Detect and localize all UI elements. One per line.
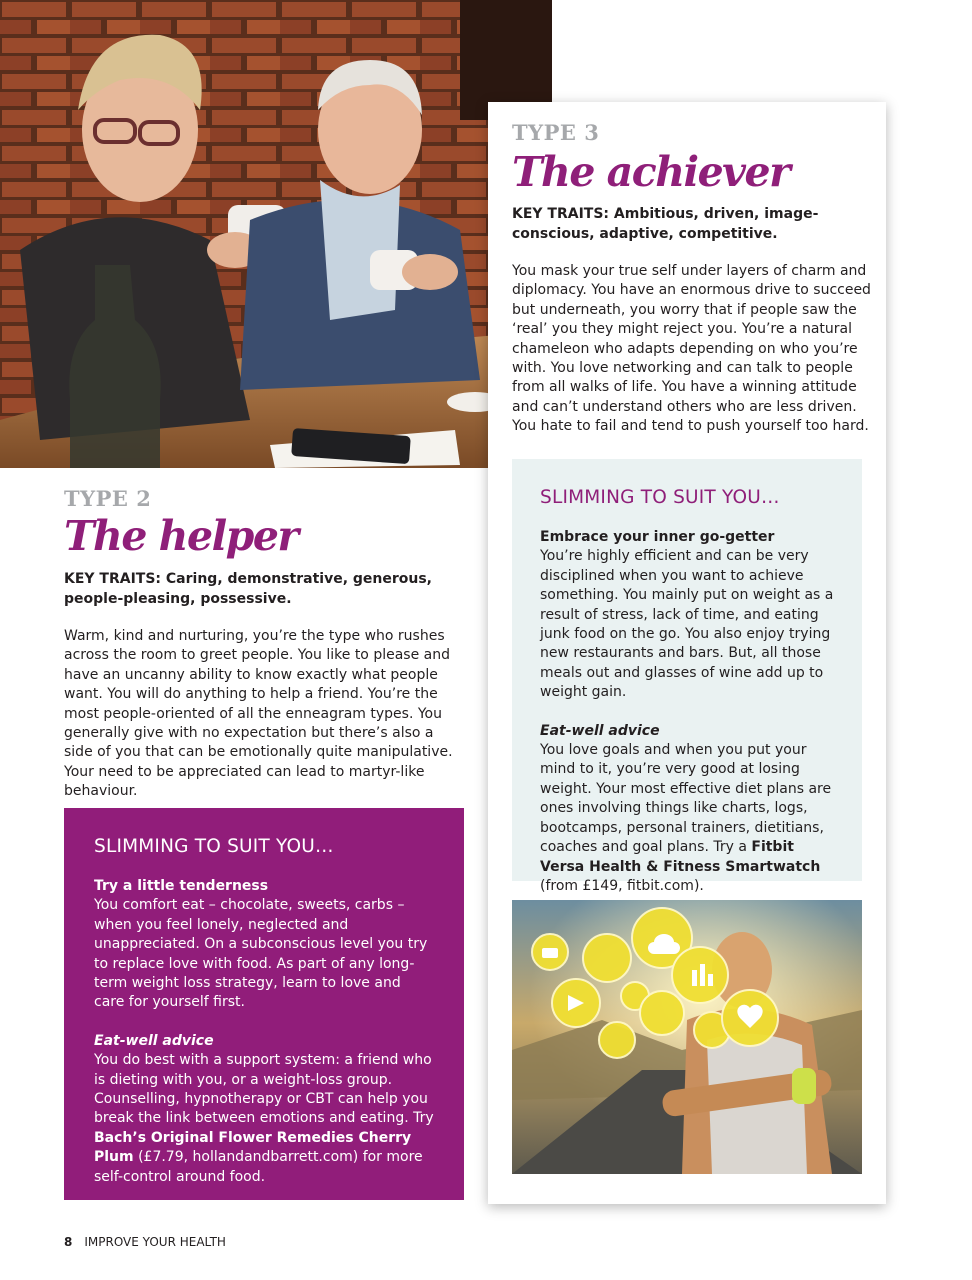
type3-slimming-heading: SLIMMING TO SUIT YOU… xyxy=(540,487,780,508)
type2-body: Warm, kind and nurturing, you’re the type who rushes across the room to greet people. You like to please and have an uncanny ability to know exactly what people want. You will do anything to help a friend. You’re the most people-oriented of all the enneagram types. You generally give with no expectation but there’s also a side of you that can be emotionally quite manipulative. Your need to be appreciated can lead to martyr-like behaviour. xyxy=(64,628,453,800)
type2-eat-well-heading: Eat-well advice xyxy=(94,1032,214,1049)
type2-key-traits: KEY TRAITS: Caring, demonstrative, generous, people-pleasing, possessive. xyxy=(64,571,432,607)
type2-title: The helper xyxy=(64,512,298,560)
type2-product-name: Bach’s Original Flower Remedies Cherry Plum xyxy=(94,1129,412,1166)
type2-slimming-heading: SLIMMING TO SUIT YOU… xyxy=(94,836,334,857)
type2-tip-subheading: Try a little tenderness xyxy=(94,878,269,894)
page-number: 8 xyxy=(64,1235,73,1249)
type3-product-name: Fitbit Versa Health & Fitness Smartwatch xyxy=(540,839,821,875)
type2-advice-text: You do best with a support system: a friend who is dieting with you, or a weight-loss group. Counselling, hypnotherapy or CBT can help you break the link between emotions and eating. Try xyxy=(94,1052,434,1127)
type2-label: TYPE 2 xyxy=(64,486,152,511)
type2-eat-well-paragraph xyxy=(94,1051,434,1187)
type3-title: The achiever xyxy=(512,148,790,196)
type3-product-price: (from £149, fitbit.com). xyxy=(540,877,704,894)
page-footer xyxy=(64,1235,226,1249)
type3-body: You mask your true self under layers of charm and diplomacy. You have an enormous drive to succeed but underneath, you worry that if people saw the ‘real’ you they might reject you. You’re a natural chameleon who adapts depending on who you’re with. You love networking and can talk to people from all walks of life. You have a winning attitude and can’t understand others who are less driven. You hate to fail and tend to push yourself too hard. xyxy=(512,263,871,435)
type3-card xyxy=(488,102,886,1204)
section-title: IMPROVE YOUR HEALTH xyxy=(84,1235,226,1249)
type2-tip-paragraph: You comfort eat – chocolate, sweets, carbs – when you feel lonely, neglected and unappreciated. On a subconscious level you try to replace love with food. As part of any long-term weight loss strategy, learn to love and care for yourself first. xyxy=(94,897,428,1011)
type3-tip-paragraph: You’re highly efficient and can be very disciplined when you want to achieve something. You mainly put on weight as a result of stress, lack of time, and eating junk food on the go. You also enjoy trying new restaurants and bars. But, all those meals out and glasses of wine add up to weight gain. xyxy=(540,548,834,701)
type3-label: TYPE 3 xyxy=(512,120,600,145)
type3-advice-text: You love goals and when you put your mind to it, you’re very good at losing weight. Your most effective diet plans are ones involving things like charts, logs, bootcamps, personal trainers, dietitians, coaches and goal plans. Try a xyxy=(540,742,832,856)
type2-slimming-box xyxy=(64,808,464,1200)
type3-eat-well-heading: Eat-well advice xyxy=(540,722,660,739)
type2-product-price: (£7.79, hollandandbarrett.com) for more self-control around food. xyxy=(94,1149,423,1185)
photo-women-coffee xyxy=(0,0,552,468)
type3-slimming-box xyxy=(512,459,862,894)
photo-runner-smartwatch xyxy=(512,900,862,1174)
type3-key-traits: KEY TRAITS: Ambitious, driven, image-conscious, adaptive, competitive. xyxy=(512,206,819,242)
type3-eat-well-paragraph xyxy=(540,741,840,896)
type3-tip-subheading: Embrace your inner go-getter xyxy=(540,529,775,545)
